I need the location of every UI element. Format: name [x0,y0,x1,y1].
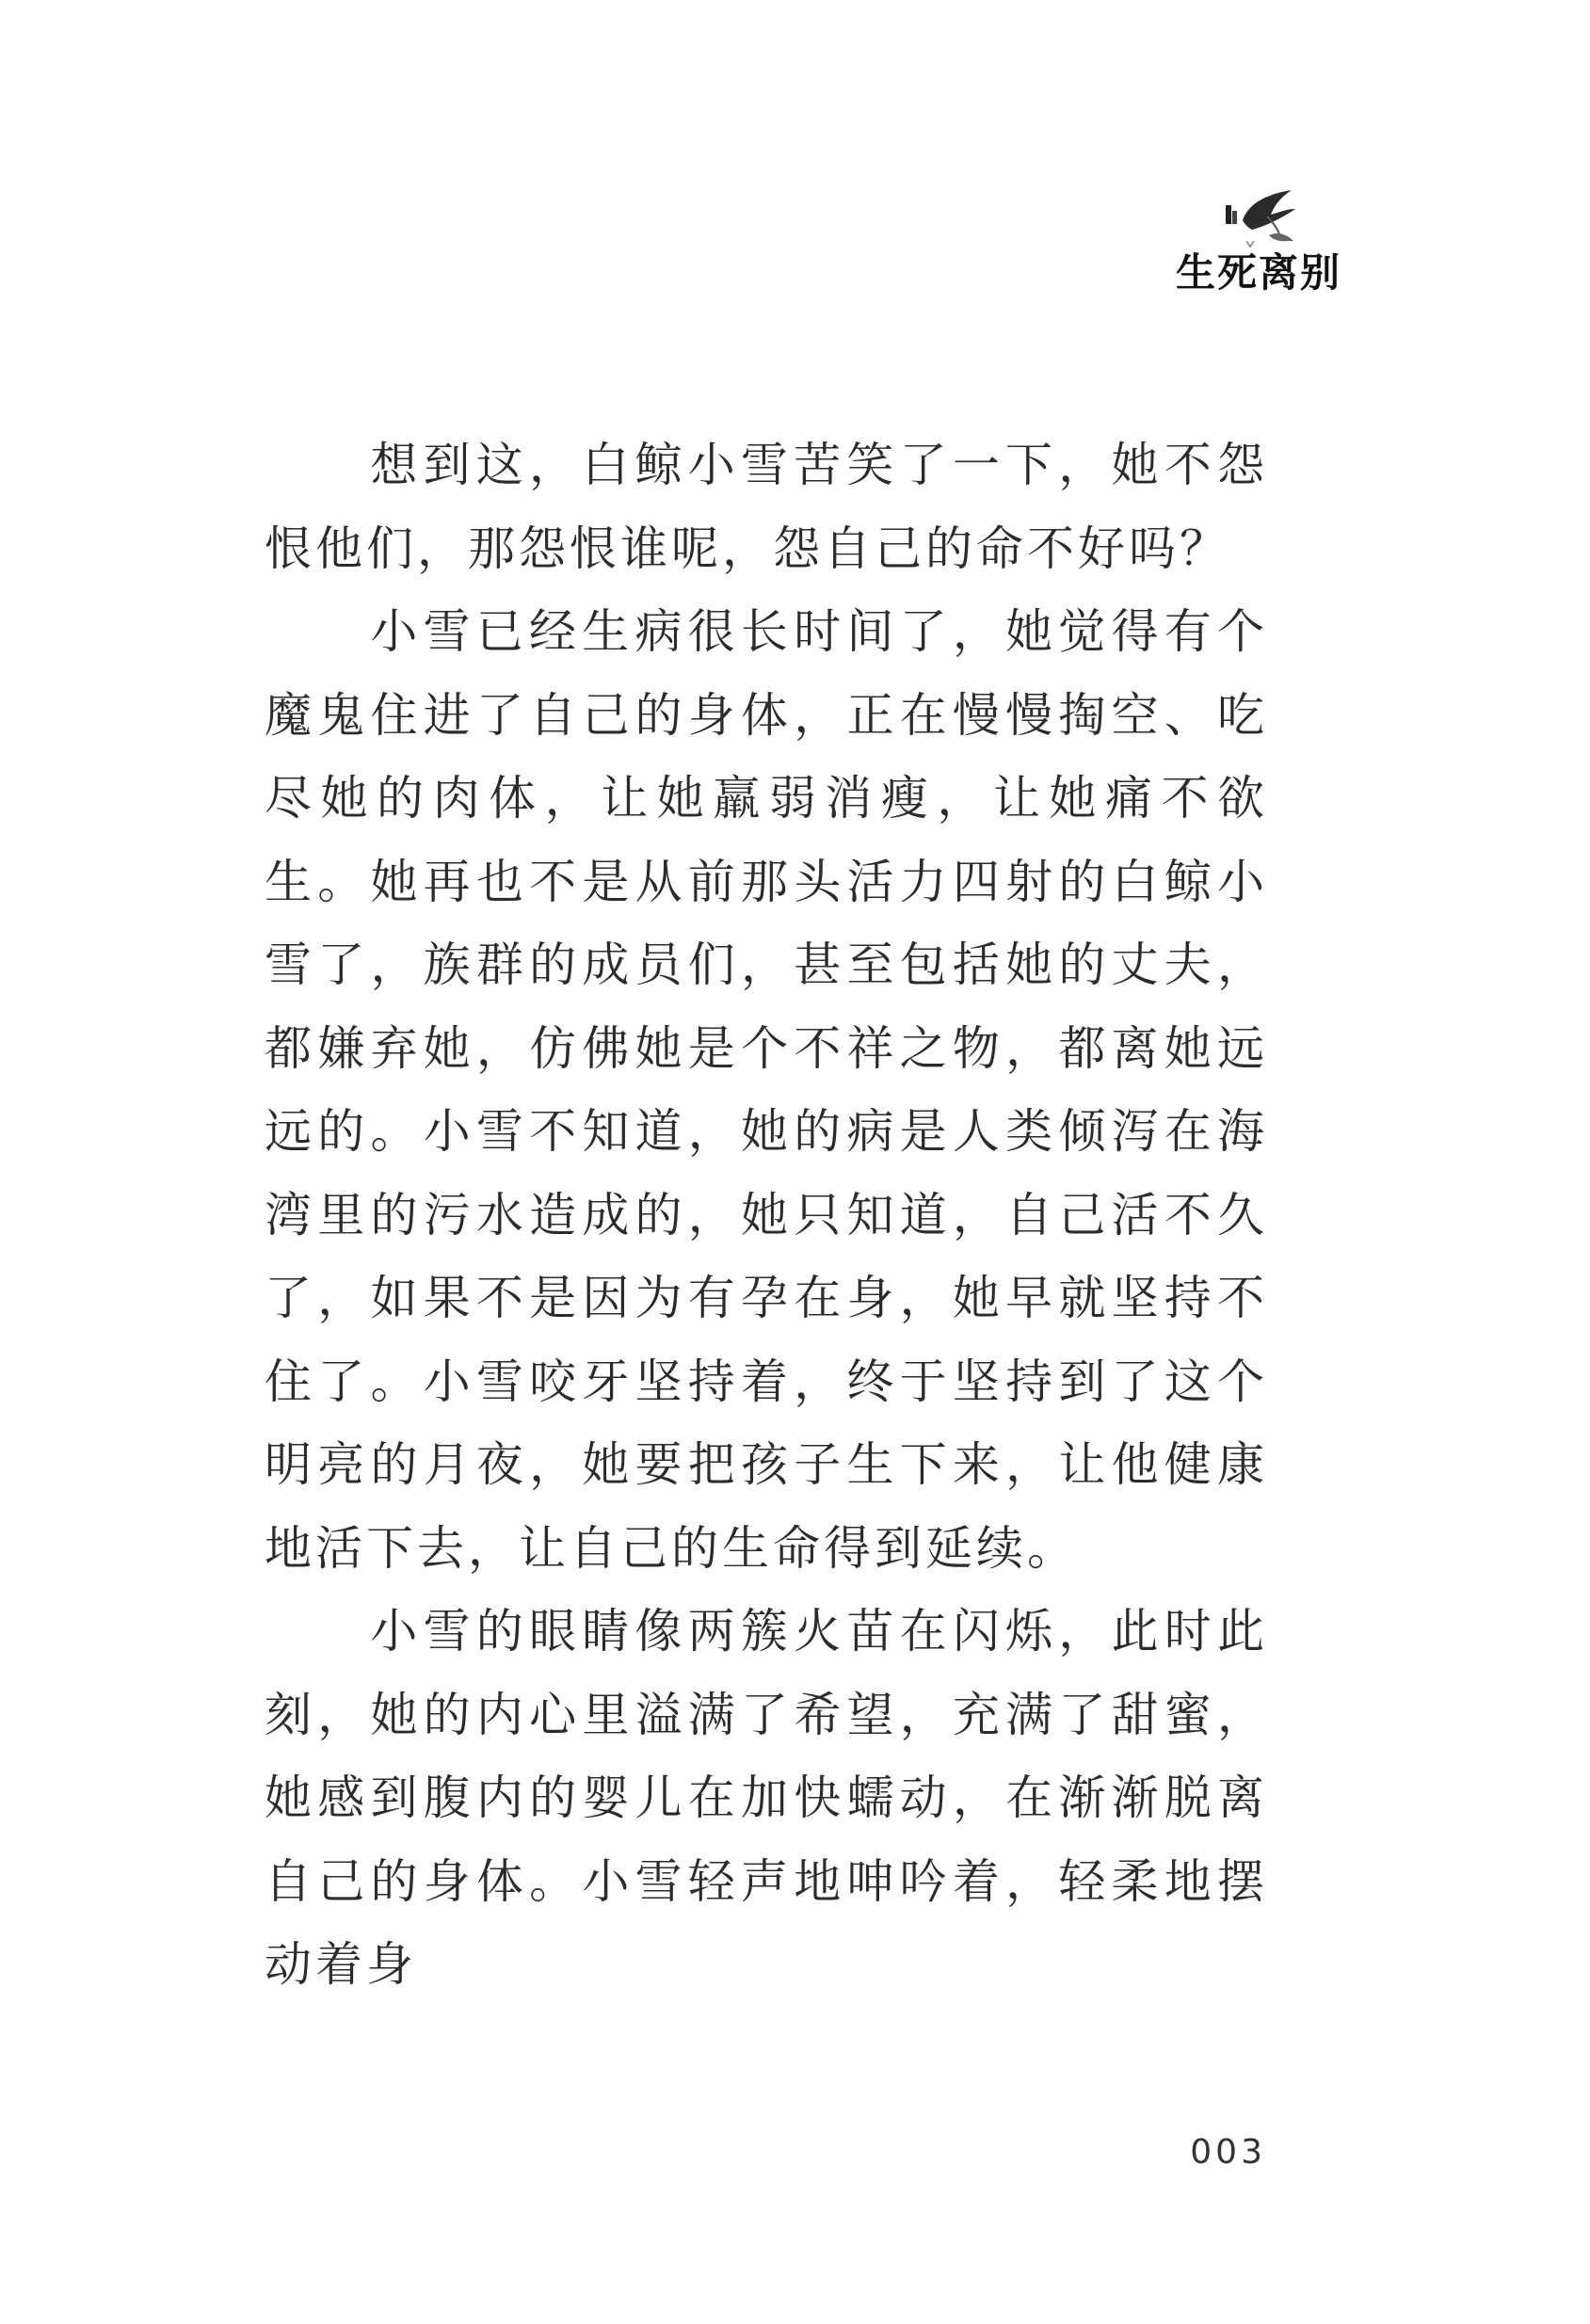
whale-emblem-icon [1224,188,1303,250]
paragraph [265,424,1268,590]
paragraph [265,1590,1268,2007]
paragraph-text: 小雪已经生病很长时间了，她觉得有个魔鬼住进了自己的身体，正在慢慢掏空、吃尽她的肉体，让她羸弱消瘦，让她痛不欲生。她再也不是从前那头活力四射的白鲸小雪了，族群的成员们，甚至包括她的丈夫，都嫌弃她，仿佛她是个不祥之物，都离她远远的。小雪不知道，她的病是人类倾泻在海湾里的污水造成的，她只知道，自己活不久了，如果不是因为有孕在身，她早就坚持不住了。小雪咬牙坚持着，终于坚持到了这个明亮的月夜，她要把孩子生下来，让他健康地活下去，让自己的生命得到延续。 [265,604,1268,1576]
paragraph-text: 小雪的眼睛像两簇火苗在闪烁，此时此刻，她的内心里溢满了希望，充满了甜蜜，她感到腹内的婴儿在加快蠕动，在渐渐脱离自己的身体。小雪轻声地呻吟着，轻柔地摆动着身 [265,1604,1268,1992]
page-number: 003 [1190,2133,1266,2172]
paragraph [265,590,1268,1590]
body-text [265,424,1268,2007]
chapter-title: 生死离别 [1175,249,1341,296]
paragraph-text: 想到这，白鲸小雪苦笑了一下，她不怨恨他们，那怨恨谁呢，怨自己的命不好吗？ [265,438,1268,576]
